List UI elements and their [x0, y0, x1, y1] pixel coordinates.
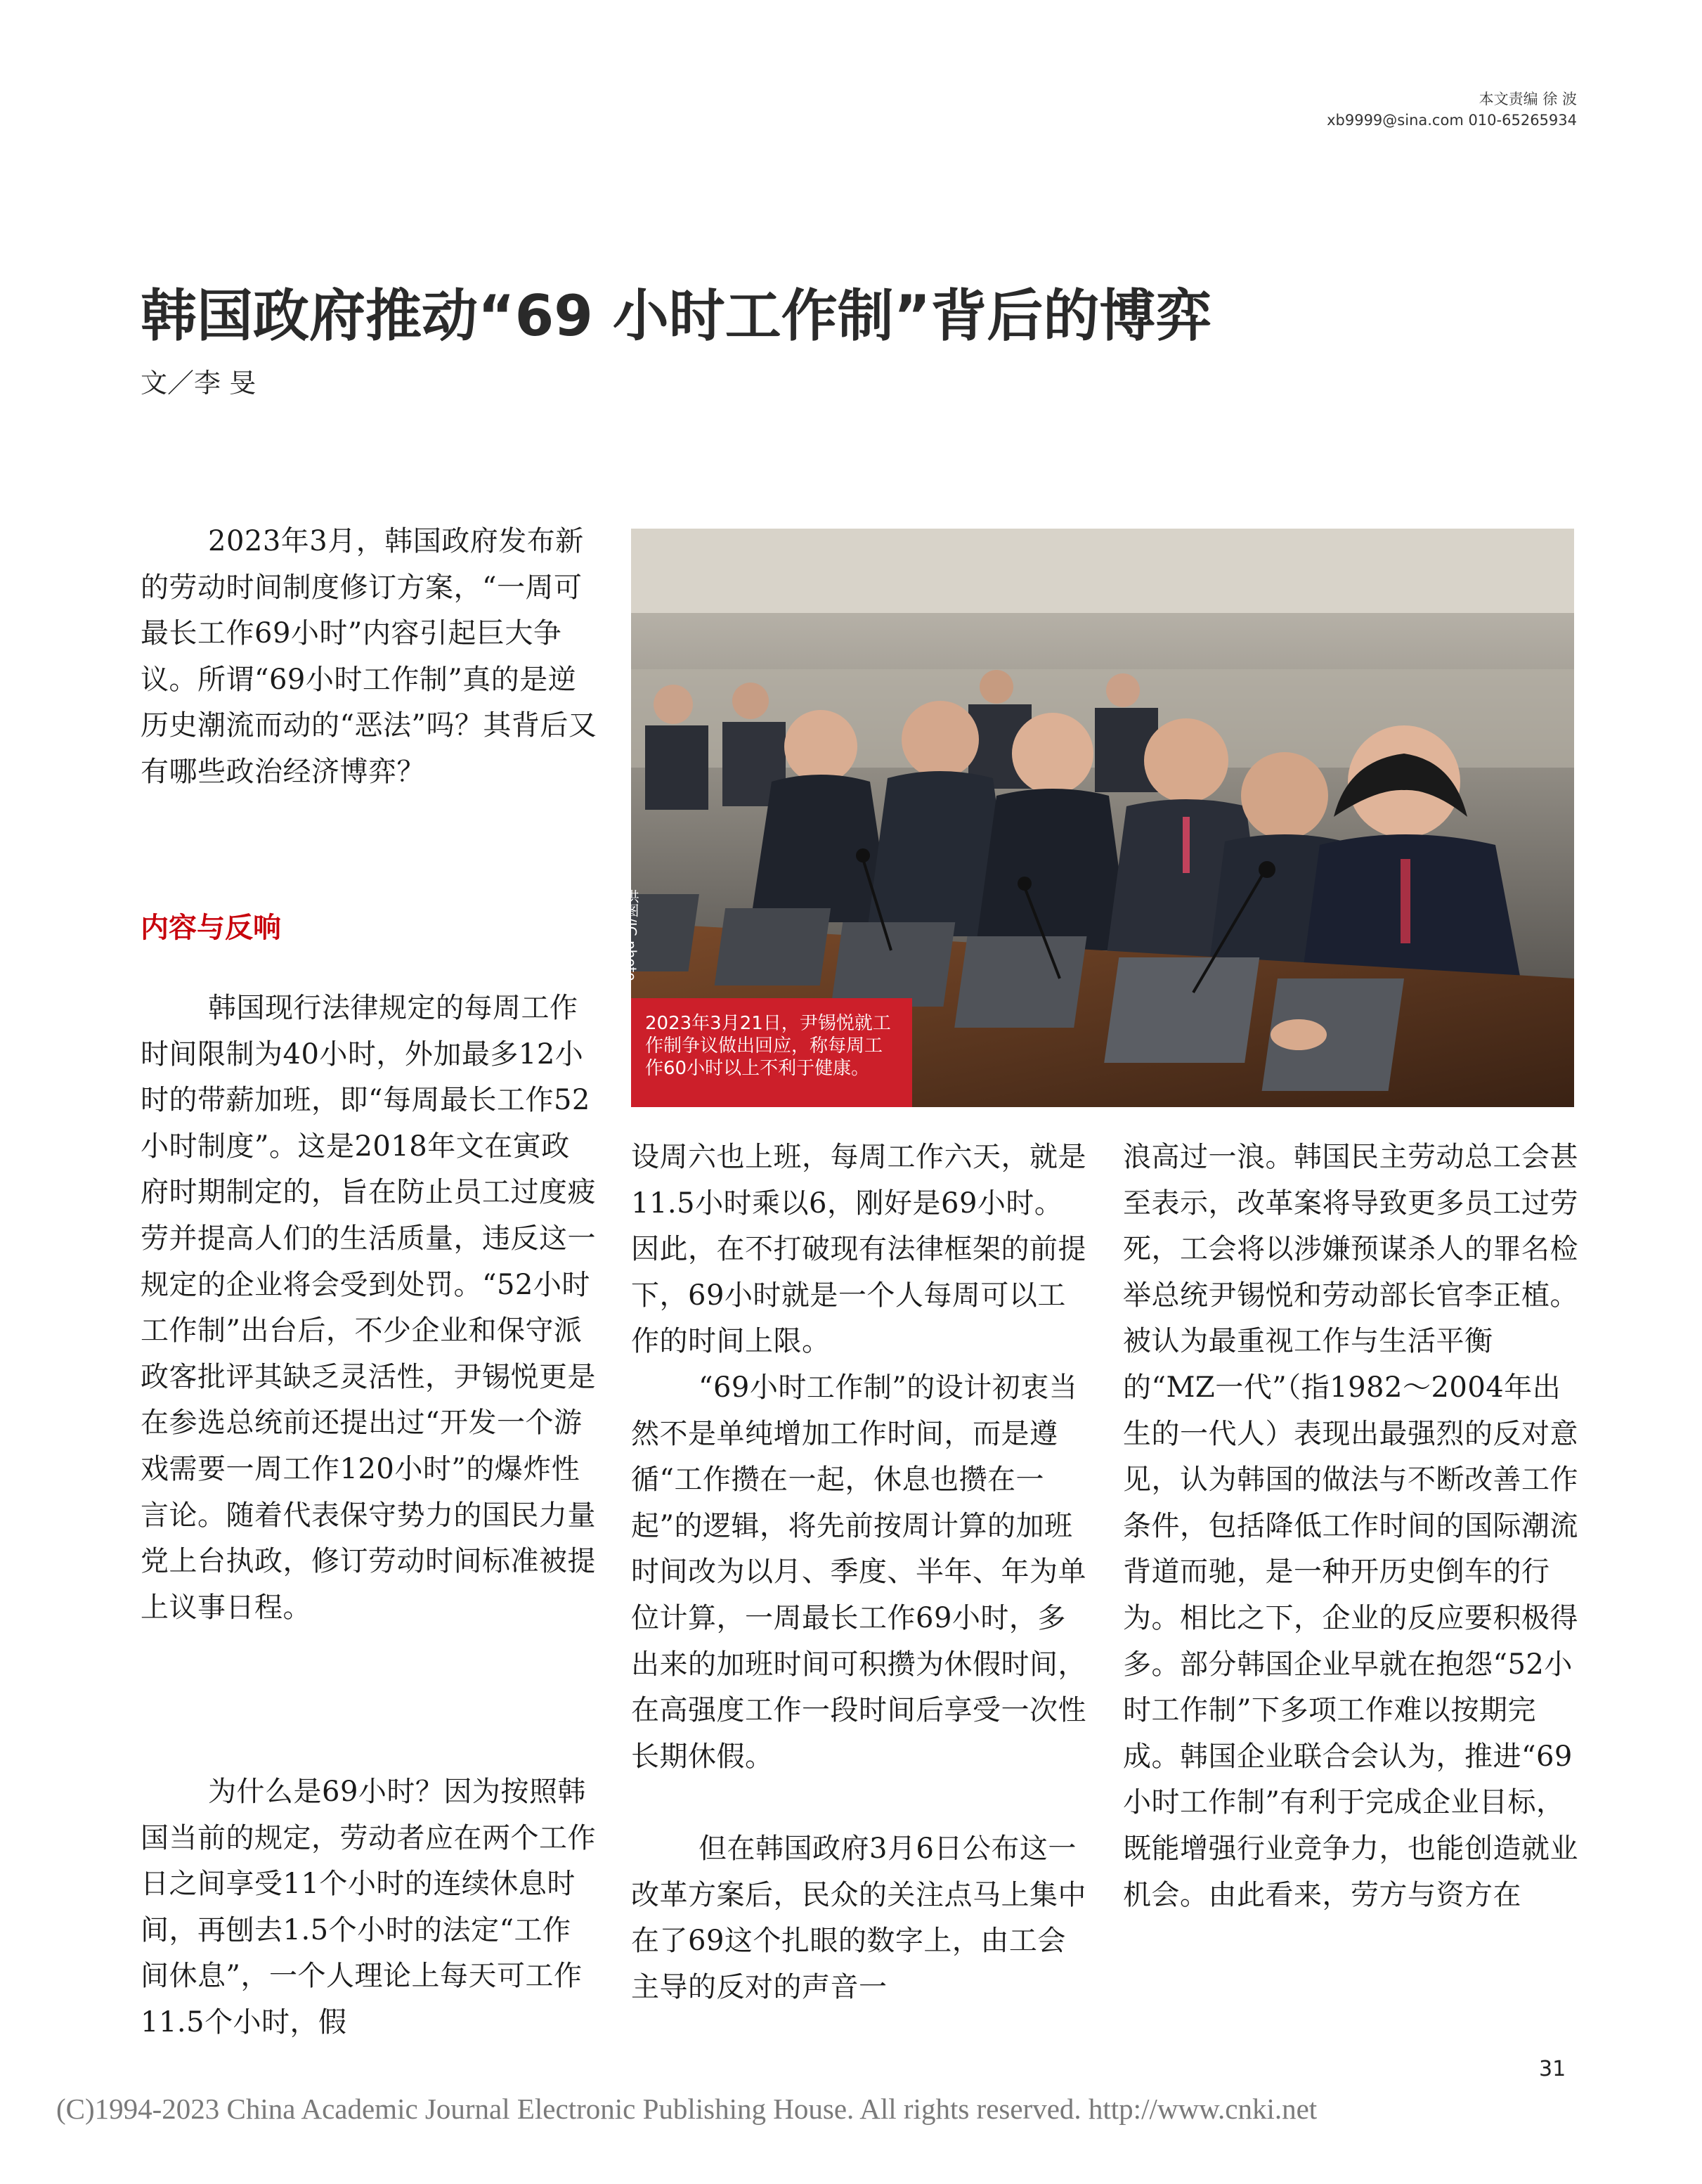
paragraph-intro: 2023年3月，韩国政府发布新的劳动时间制度修订方案，“一周可最长工作69小时”内容引起巨大争议。所谓“69小时工作制”真的是逆历史潮流而动的“恶法”吗？其背后又有哪些政治经济博弈？: [141, 525, 597, 788]
paragraph-why69-cont: 设周六也上班，每周工作六天，就是11.5小时乘以6，刚好是69小时。因此，在不打破现有法律框架的前提下，69小时就是一个人每周可以工作的时间上限。: [631, 1141, 1086, 1358]
paragraph-law: 韩国现行法律规定的每周工作时间限制为40小时，外加最多12小时的带薪加班，即“每周最长工作52小时制度”。这是2018年文在寅政府时期制定的，旨在防止员工过度疲劳并提高人们的生活质量，违反这一规定的企业将会受到处罚。“52小时工作制”出台后，不少企业和保守派政客批评其缺乏灵活性，尹锡悦更是在参选总统前还提出过“开发一个游戏需要一周工作120小时”的爆炸性言论。随着代表保守势力的国民力量党上台执政，修订劳动时间标准被提上议事日程。: [141, 992, 596, 1624]
paragraph-reaction: 但在韩国政府3月6日公布这一改革方案后，民众的关注点马上集中在了69这个扎眼的数字上，由工会主导的反对的声音一: [631, 1833, 1086, 2003]
photo-caption: 2023年3月21日，尹锡悦就工作制争议做出回应，称每周工作60小时以上不利于健康。: [631, 998, 912, 1107]
article-title: 韩国政府推动“69 小时工作制”背后的博弈: [141, 283, 1212, 349]
photo-credit: 供图/IC photo: [623, 889, 639, 981]
section-heading: 内容与反响: [141, 912, 281, 944]
editor-name: 本文责编 徐 波: [1479, 91, 1577, 108]
paragraph-why69: 为什么是69小时？因为按照韩国当前的规定，劳动者应在两个工作日之间享受11个小时的连续休息时间，再刨去1.5个小时的法定“工作间休息”，一个人理论上每天可工作11.5个小时，假: [141, 1776, 596, 2038]
editor-contact: xb9999@sina.com 010-65265934: [1327, 112, 1577, 129]
editor-credit: [1327, 89, 1577, 131]
copyright-footer: (C)1994-2023 China Academic Journal Electronic Publishing House. All rights reserved. http://www.cnki.net: [56, 2093, 1318, 2125]
paragraph-design: “69小时工作制”的设计初衷当然不是单纯增加工作时间，而是遵循“工作攒在一起，休息也攒在一起”的逻辑，将先前按周计算的加班时间改为以月、季度、半年、年为单位计算，一周最长工作69小时，多出来的加班时间可积攒为休假时间，在高强度工作一段时间后享受一次性长期休假。: [631, 1371, 1086, 1773]
page-number: 31: [1539, 2057, 1566, 2081]
article-byline: 文／李 旻: [141, 368, 256, 399]
paragraph-reaction-cont: 浪高过一浪。韩国民主劳动总工会甚至表示，改革案将导致更多员工过劳死，工会将以涉嫌预谋杀人的罪名检举总统尹锡悦和劳动部长官李正植。被认为最重视工作与生活平衡的“MZ一代”（指1982～2004年出生的一代人）表现出最强烈的反对意见，认为韩国的做法与不断改善工作条件，包括降低工作时间的国际潮流背道而驰，是一种开历史倒车的行为。相比之下，企业的反应要积极得多。部分韩国企业早就在抱怨“52小时工作制”下多项工作难以按期完成。韩国企业联合会认为，推进“69小时工作制”有利于完成企业目标，既能增强行业竞争力，也能创造就业机会。由此看来，劳方与资方在: [1123, 1141, 1578, 1911]
